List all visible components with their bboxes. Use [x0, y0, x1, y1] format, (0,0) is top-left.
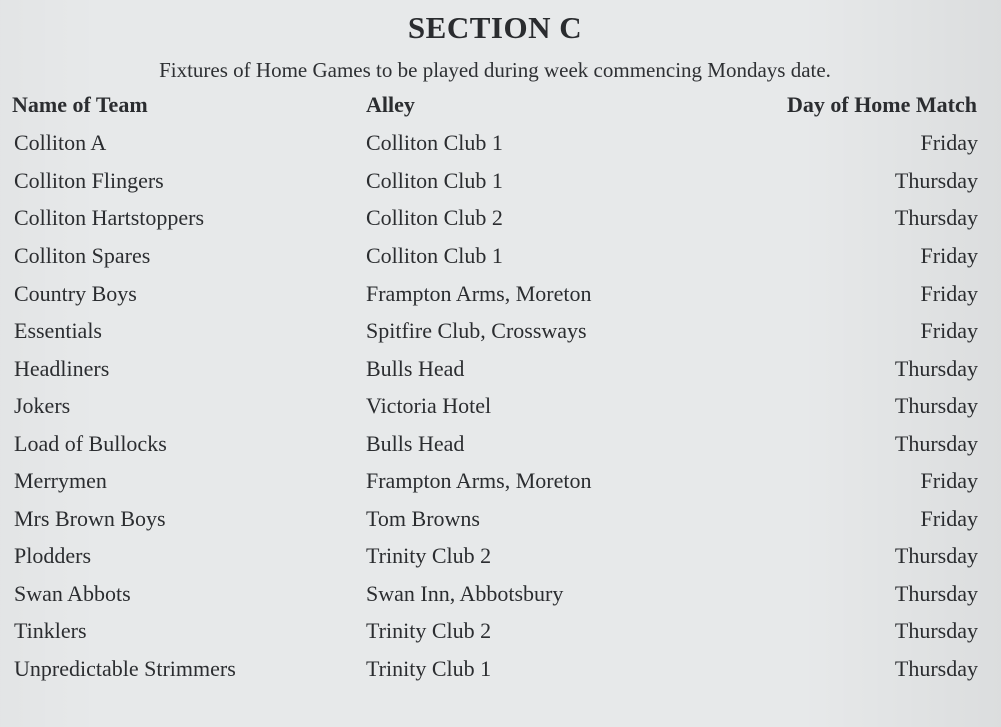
team-name: Mrs Brown Boys	[14, 506, 166, 531]
team-name: Load of Bullocks	[14, 431, 167, 456]
table-row	[0, 205, 1001, 239]
home-day: Friday	[920, 506, 978, 531]
team-name: Jokers	[14, 393, 71, 418]
team-name: Plodders	[14, 543, 91, 568]
table-row	[0, 468, 1001, 502]
alley-name: Trinity Club 2	[366, 618, 492, 643]
team-name: Merrymen	[14, 468, 107, 493]
home-day: Thursday	[894, 656, 978, 681]
table-row	[0, 506, 1001, 540]
alley-name: Victoria Hotel	[366, 393, 492, 418]
team-name: Essentials	[14, 318, 102, 343]
alley-name: Colliton Club 1	[366, 130, 503, 155]
alley-name: Colliton Club 1	[366, 168, 503, 193]
table-row	[0, 356, 1001, 390]
home-day: Thursday	[894, 205, 978, 230]
home-day: Thursday	[894, 431, 978, 456]
alley-name: Colliton Club 2	[366, 205, 503, 230]
alley-name: Bulls Head	[366, 356, 465, 381]
home-day: Friday	[920, 281, 978, 306]
header-alley: Alley	[366, 92, 415, 117]
table-row	[0, 130, 1001, 164]
alley-name: Colliton Club 1	[366, 243, 503, 268]
home-day: Friday	[920, 318, 978, 343]
table-row	[0, 281, 1001, 315]
header-day: Day of Home Match	[786, 92, 977, 117]
alley-name: Swan Inn, Abbotsbury	[366, 581, 564, 606]
table-row	[0, 393, 1001, 427]
home-day: Thursday	[894, 543, 978, 568]
home-day: Thursday	[894, 393, 978, 418]
team-name: Unpredictable Strimmers	[14, 656, 236, 681]
home-day: Thursday	[894, 356, 978, 381]
section-title: SECTION C	[407, 10, 583, 45]
home-day: Thursday	[894, 618, 978, 643]
alley-name: Trinity Club 2	[366, 543, 492, 568]
team-name: Headliners	[14, 356, 110, 381]
home-day: Friday	[920, 243, 978, 268]
home-day: Thursday	[894, 581, 978, 606]
team-name: Country Boys	[14, 281, 137, 306]
table-row	[0, 243, 1001, 277]
team-name: Colliton Hartstoppers	[14, 205, 205, 230]
alley-name: Frampton Arms, Moreton	[366, 468, 592, 493]
header-team: Name of Team	[12, 92, 148, 117]
table-row	[0, 318, 1001, 352]
home-day: Thursday	[894, 168, 978, 193]
team-name: Colliton Spares	[14, 243, 151, 268]
table-row	[0, 618, 1001, 652]
team-name: Swan Abbots	[14, 581, 131, 606]
home-day: Friday	[920, 468, 978, 493]
table-row	[0, 581, 1001, 615]
alley-name: Trinity Club 1	[366, 656, 492, 681]
alley-name: Tom Browns	[366, 506, 480, 531]
team-name: Tinklers	[14, 618, 87, 643]
table-row	[0, 431, 1001, 465]
table-row	[0, 543, 1001, 577]
alley-name: Bulls Head	[366, 431, 465, 456]
alley-name: Spitfire Club, Crossways	[366, 318, 587, 343]
team-name: Colliton Flingers	[14, 168, 164, 193]
section-subtitle: Fixtures of Home Games to be played during week commencing Mondays date.	[159, 58, 831, 82]
table-row	[0, 168, 1001, 202]
alley-name: Frampton Arms, Moreton	[366, 281, 592, 306]
team-name: Colliton A	[14, 130, 107, 155]
table-row	[0, 656, 1001, 690]
home-day: Friday	[920, 130, 978, 155]
